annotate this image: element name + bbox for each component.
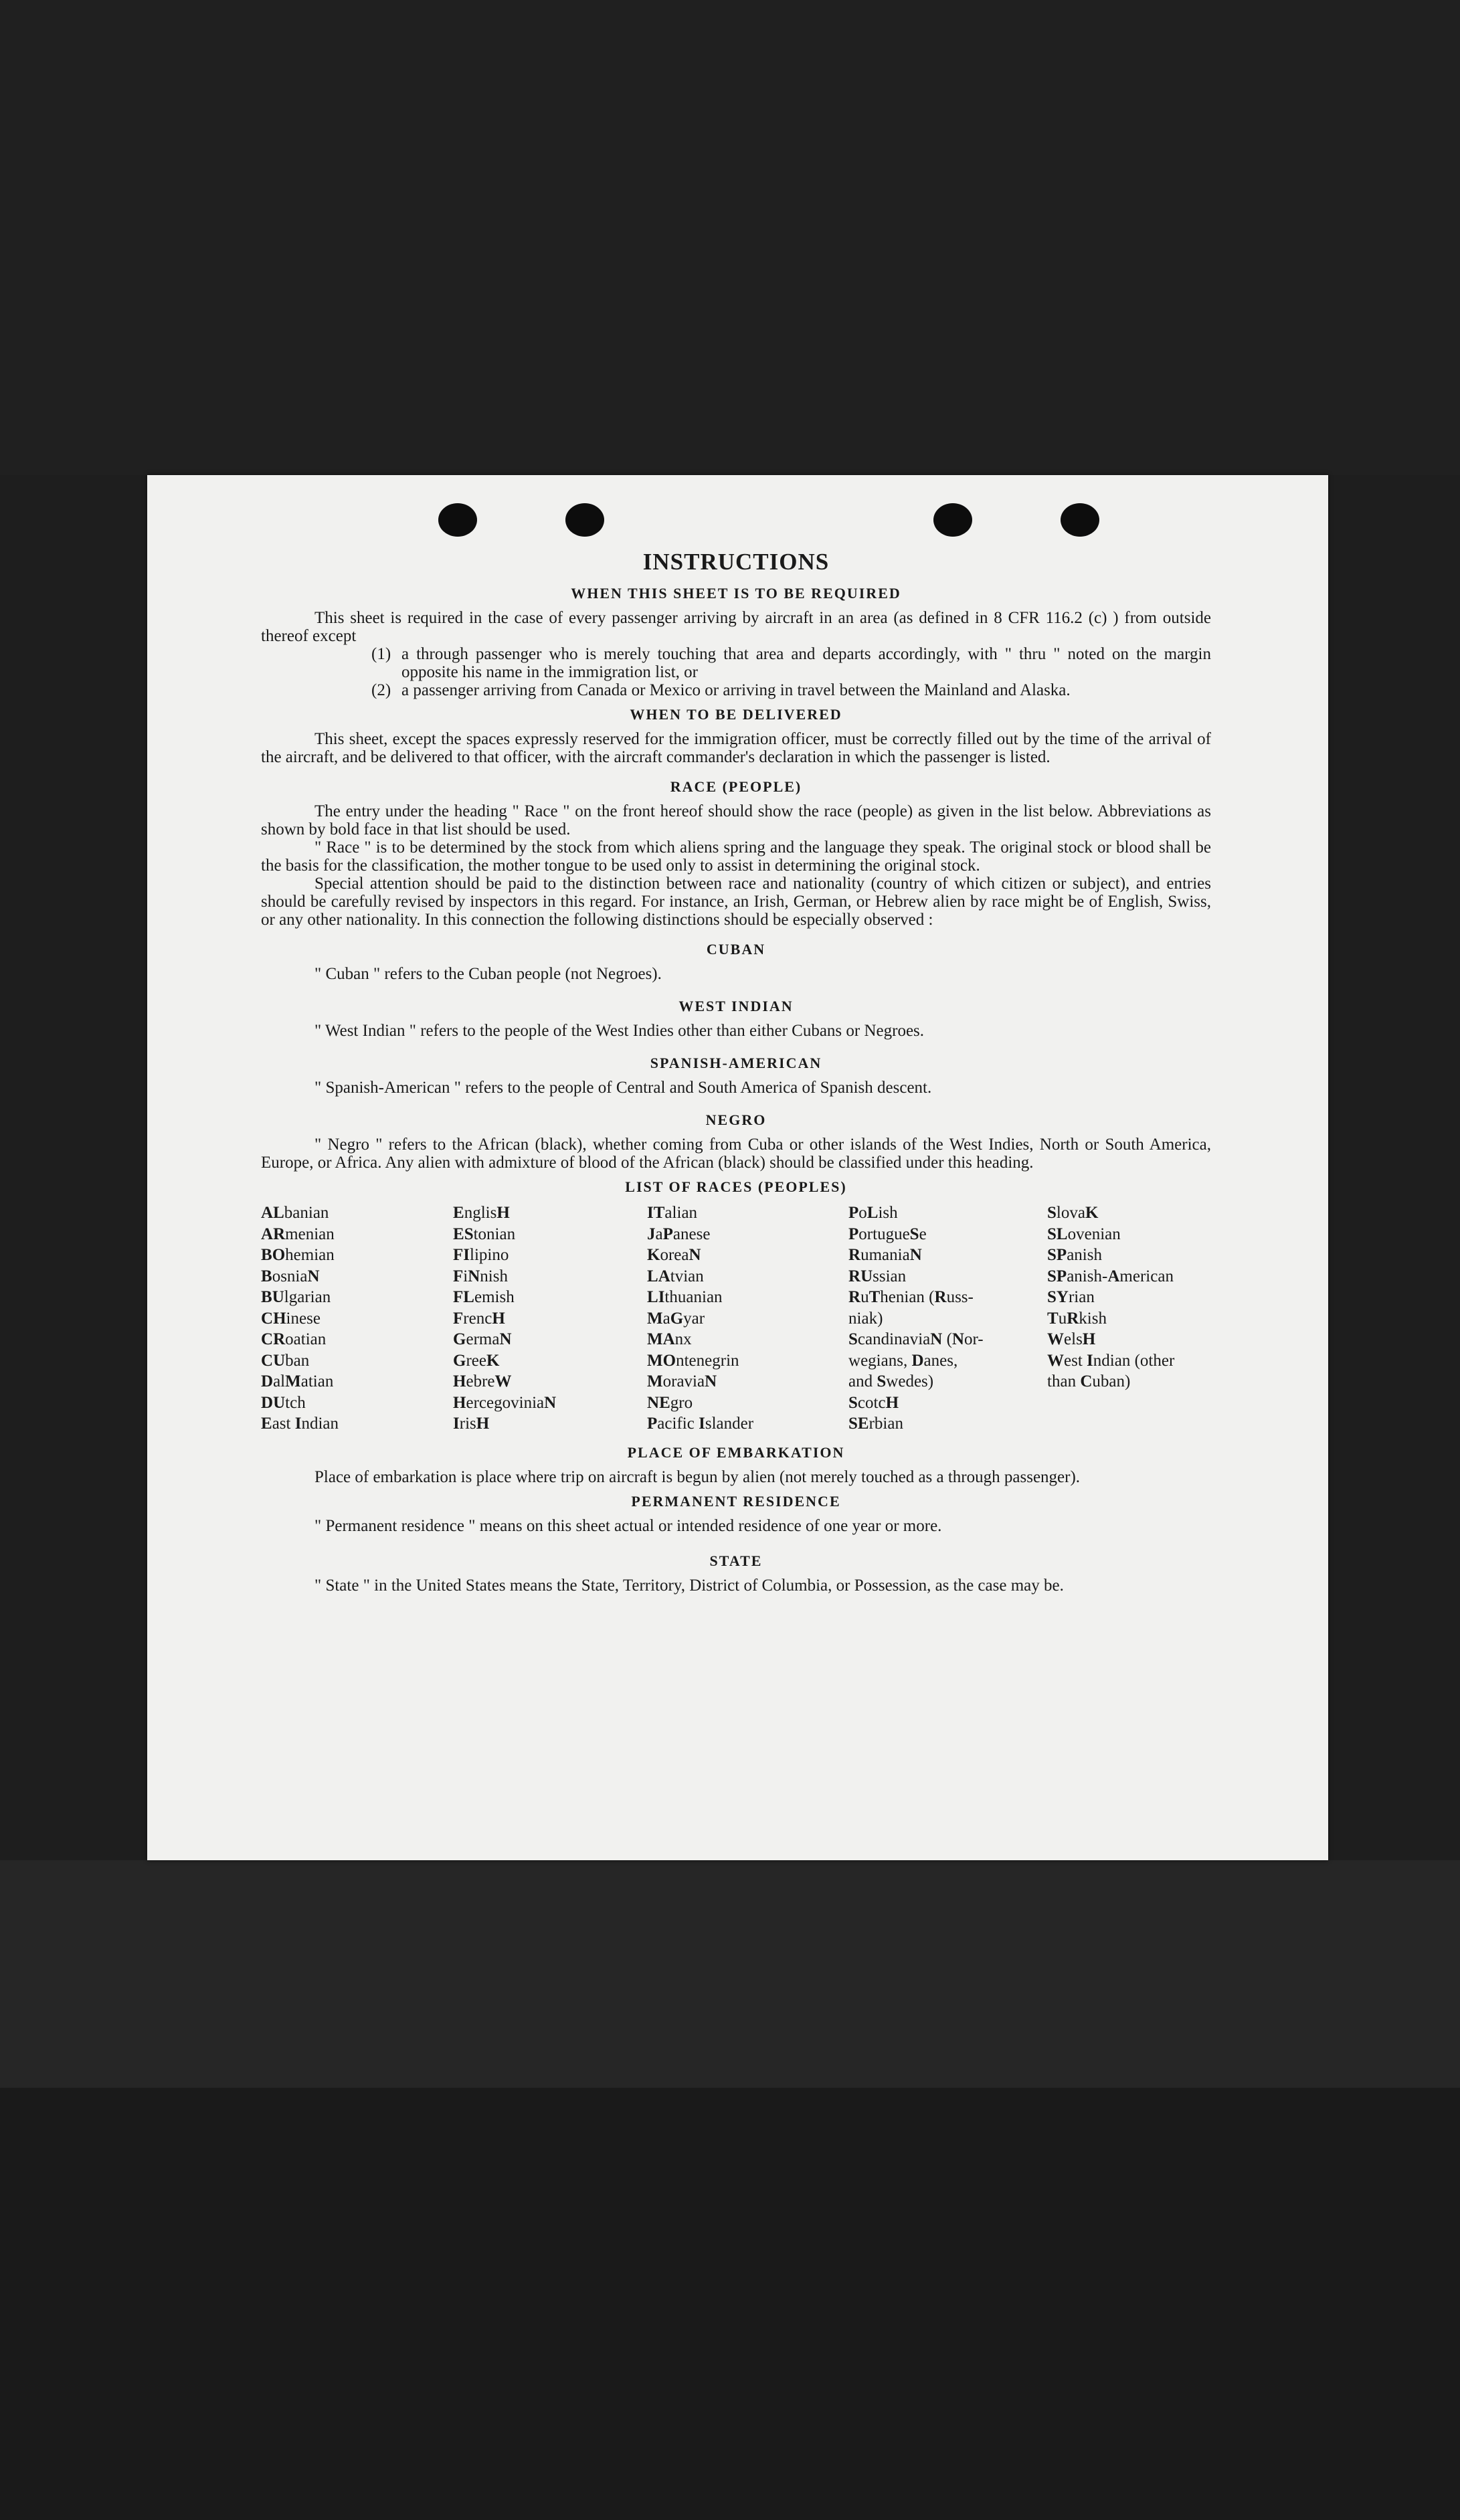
- section-heading-embarkation: PLACE OF EMBARKATION: [627, 1443, 845, 1461]
- races-column: [1047, 1202, 1211, 1435]
- race-entry: SlovaK: [1047, 1204, 1099, 1222]
- race-entry: JaPanese: [647, 1225, 711, 1243]
- race-entry: GermaN: [453, 1330, 512, 1348]
- race-entry: MAnx: [647, 1330, 692, 1348]
- section-heading-spanish-american: SPANISH-AMERICAN: [650, 1055, 822, 1071]
- race-entry: and Swedes): [848, 1372, 934, 1390]
- exception-number: (1): [371, 645, 391, 663]
- race-entry: RuThenian (Russ-: [848, 1288, 974, 1306]
- required-intro: This sheet is required in the case of every passenger arriving by aircraft in an area (as defined in 8 CFR 116.2 (c) ) from outside thereof except: [261, 609, 1211, 645]
- race-entry: KoreaN: [647, 1246, 701, 1264]
- race-entry: NEgro: [647, 1393, 693, 1412]
- punch-hole: [438, 503, 477, 537]
- races-table: [261, 1202, 1211, 1435]
- race-entry: PoLish: [848, 1204, 898, 1222]
- background-top: [0, 0, 1460, 475]
- race-entry: EnglisH: [453, 1204, 510, 1222]
- race-entry: EStonian: [453, 1225, 516, 1243]
- race-entry: ScotcH: [848, 1393, 899, 1412]
- race-paragraph-2: " Race " is to be determined by the stock from which aliens spring and the language they speak. The original stock or blood shall be the basis for the classification, the mother tongue to be used only to assist in determining the original stock.: [261, 838, 1211, 875]
- race-entry: MOntenegrin: [647, 1351, 739, 1370]
- race-entry: HebreW: [453, 1372, 512, 1390]
- state-text: " State " in the United States means the State, Territory, District of Columbia, or Possession, as the case may be.: [314, 1576, 1064, 1595]
- race-entry: ARmenian: [261, 1225, 335, 1243]
- page-title: INSTRUCTIONS: [642, 549, 830, 575]
- race-entry: LIthuanian: [647, 1288, 723, 1306]
- punch-hole: [933, 503, 972, 537]
- embarkation-text: Place of embarkation is place where trip on aircraft is begun by alien (not merely touched as a through passenger).: [314, 1467, 1081, 1486]
- race-entry: FiNnish: [453, 1267, 508, 1285]
- race-entry: DUtch: [261, 1393, 306, 1412]
- race-entry: BUlgarian: [261, 1288, 331, 1306]
- negro-text: " Negro " refers to the African (black), whether coming from Cuba or other islands of the West Indies, North or South America, Europe, or Africa. Any alien with admixture of blood of the African (black) should be classified under this heading.: [261, 1136, 1211, 1172]
- races-column: [453, 1202, 647, 1435]
- races-column: [261, 1202, 453, 1435]
- race-entry: RumaniaN: [848, 1246, 922, 1264]
- race-entry: ITalian: [647, 1204, 698, 1222]
- section-heading-west-indian: WEST INDIAN: [678, 998, 794, 1014]
- race-entry: RUssian: [848, 1267, 907, 1285]
- west-indian-text: " West Indian " refers to the people of the West Indies other than either Cubans or Negroes.: [314, 1022, 925, 1040]
- race-entry: ScandinaviaN (Nor-: [848, 1330, 984, 1348]
- race-entry: Pacific Islander: [647, 1415, 754, 1433]
- race-entry: FLemish: [453, 1288, 515, 1306]
- race-entry: MaGyar: [647, 1309, 705, 1328]
- exception-item: [371, 681, 1211, 699]
- race-entry: CHinese: [261, 1309, 321, 1328]
- race-entry: wegians, Danes,: [848, 1351, 958, 1370]
- section-heading-list: LIST OF RACES (PEOPLES): [625, 1178, 847, 1195]
- race-entry: IrisH: [453, 1415, 490, 1433]
- residence-text: " Permanent residence " means on this sheet actual or intended residence of one year or more.: [314, 1516, 942, 1535]
- punch-hole: [1061, 503, 1099, 537]
- race-entry: BosniaN: [261, 1267, 320, 1285]
- race-entry: CRoatian: [261, 1330, 327, 1348]
- race-entry: WelsH: [1047, 1330, 1096, 1348]
- spanish-american-text: " Spanish-American " refers to the people of Central and South America of Spanish descent.: [314, 1079, 932, 1097]
- race-entry: DalMatian: [261, 1372, 334, 1390]
- background-middle: [0, 1860, 1460, 2088]
- section-heading-delivered: WHEN TO BE DELIVERED: [630, 706, 842, 723]
- race-entry: GreeK: [453, 1351, 500, 1370]
- race-entry: West Indian (other: [1047, 1351, 1175, 1370]
- exception-number: (2): [371, 681, 391, 699]
- cuban-text: " Cuban " refers to the Cuban people (not Negroes).: [314, 965, 662, 983]
- background-bottom: [0, 2088, 1460, 2520]
- race-entry: SErbian: [848, 1415, 903, 1433]
- race-entry: ALbanian: [261, 1204, 329, 1222]
- race-entry: SLovenian: [1047, 1225, 1121, 1243]
- race-paragraph-3: Special attention should be paid to the distinction between race and nationality (country of which citizen or subject), and entries should be carefully revised by inspectors in this regard. For instance, an Irish, German, or Hebrew alien by race might be of English, Swiss, or any other nationality. In this connection the following distinctions should be especially observed :: [261, 875, 1211, 929]
- punch-hole: [565, 503, 604, 537]
- race-paragraph-1: The entry under the heading " Race " on the front hereof should show the race (people) as given in the list below. Abbreviations as shown by bold face in that list should be used.: [261, 802, 1211, 838]
- race-entry: TuRkish: [1047, 1309, 1107, 1328]
- section-heading-residence: PERMANENT RESIDENCE: [631, 1492, 841, 1510]
- exception-item: [371, 645, 1211, 681]
- section-heading-required: WHEN THIS SHEET IS TO BE REQUIRED: [571, 585, 901, 602]
- section-heading-cuban: CUBAN: [706, 941, 766, 958]
- race-entry: FrencH: [453, 1309, 505, 1328]
- exception-text: a through passenger who is merely touching that area and departs accordingly, with " thru " noted on the margin opposite his name in the immigration list, or: [401, 645, 1211, 681]
- race-entry: niak): [848, 1309, 883, 1328]
- race-entry: SPanish-American: [1047, 1267, 1174, 1285]
- race-entry: SYrian: [1047, 1288, 1095, 1306]
- delivered-text: This sheet, except the spaces expressly reserved for the immigration officer, must be correctly filled out by the time of the arrival of the aircraft, and be delivered to that officer, with the aircraft commander's declaration in which the passenger is listed.: [261, 730, 1211, 766]
- races-column: [848, 1202, 1047, 1435]
- race-entry: PortugueSe: [848, 1225, 927, 1243]
- race-entry: East Indian: [261, 1415, 339, 1433]
- race-entry: HercegoviniaN: [453, 1393, 557, 1412]
- races-column: [647, 1202, 848, 1435]
- race-entry: than Cuban): [1047, 1372, 1131, 1390]
- exception-text: a passenger arriving from Canada or Mexico or arriving in travel between the Mainland and Alaska.: [401, 681, 1071, 699]
- section-heading-state: STATE: [709, 1552, 763, 1569]
- instruction-sheet: [147, 475, 1328, 1860]
- section-heading-negro: NEGRO: [705, 1111, 767, 1128]
- section-heading-race: RACE (PEOPLE): [670, 778, 802, 795]
- race-entry: BOhemian: [261, 1246, 335, 1264]
- race-entry: SPanish: [1047, 1246, 1102, 1264]
- race-entry: LAtvian: [647, 1267, 704, 1285]
- race-entry: FIlipino: [453, 1246, 509, 1264]
- race-entry: CUban: [261, 1351, 310, 1370]
- race-entry: MoraviaN: [647, 1372, 717, 1390]
